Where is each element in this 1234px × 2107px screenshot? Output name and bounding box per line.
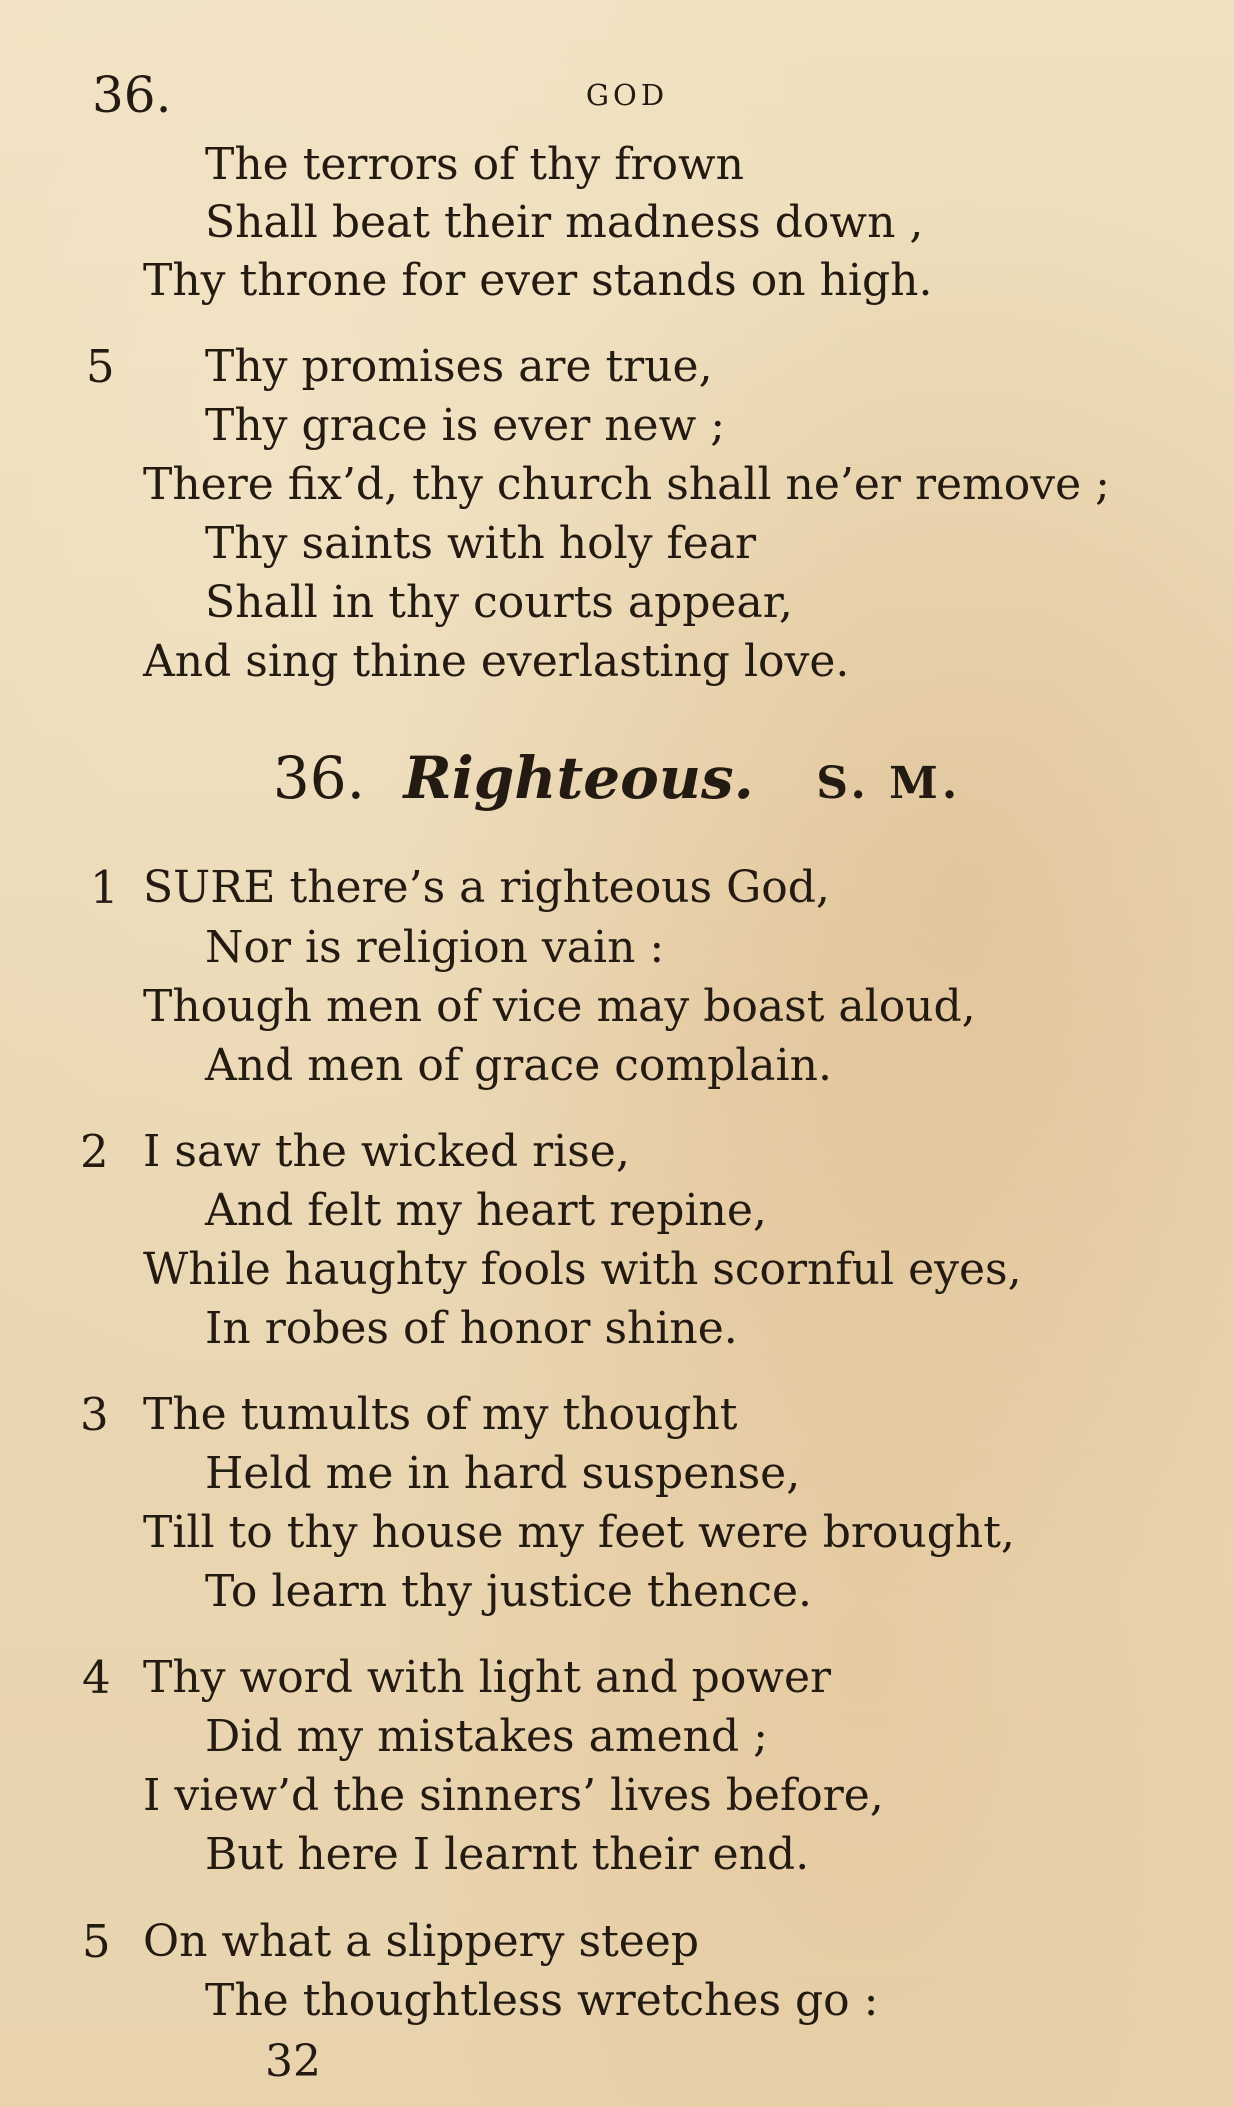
hymn-meter: S. M.	[816, 758, 962, 809]
verse-line: To learn thy justice thence.	[205, 1566, 813, 1617]
verse-line: Held me in hard suspense,	[205, 1448, 801, 1499]
verse-line: Thy saints with holy fear	[205, 518, 757, 569]
verse-line: Did my mistakes amend ;	[205, 1711, 768, 1762]
verse-line: Thy word with light and power	[143, 1652, 832, 1703]
verse-line: Shall in thy courts appear,	[205, 577, 793, 628]
verse-line: The tumults of my thought	[143, 1389, 738, 1440]
verse-number: 5	[86, 340, 115, 393]
verse-line: Thy grace is ever new ;	[205, 400, 726, 451]
verse-line: Till to thy house my feet were brought,	[143, 1507, 1015, 1558]
verse-number: 5	[82, 1915, 111, 1968]
verse-line: I saw the wicked rise,	[143, 1126, 630, 1177]
verse-number: 4	[82, 1651, 111, 1704]
verse-line: SURE there’s a righteous God,	[143, 862, 830, 913]
running-header	[0, 65, 1234, 125]
verse-line: And men of grace complain.	[205, 1040, 832, 1091]
running-title: GOD	[585, 78, 669, 112]
verse-line: The terrors of thy frown	[205, 139, 745, 190]
verse-line: Thy promises are true,	[205, 341, 713, 392]
hymn-heading	[0, 738, 1234, 818]
verse-number: 3	[80, 1388, 109, 1441]
verse-line: Shall beat their madness down ,	[205, 197, 924, 248]
verse-line: But here I learnt their end.	[205, 1829, 810, 1880]
verse-line: And felt my heart repine,	[205, 1185, 767, 1236]
verse-line: Nor is religion vain :	[205, 922, 665, 973]
verse-number: 2	[80, 1125, 109, 1178]
hymn-title: Righteous.	[403, 744, 754, 812]
verse-line: I view’d the sinners’ lives before,	[143, 1770, 884, 1821]
verse-line: Though men of vice may boast aloud,	[143, 981, 976, 1032]
verse-line: Thy throne for ever stands on high.	[143, 255, 933, 306]
verse-line: The thoughtless wretches go :	[205, 1975, 879, 2026]
verse-line: On what a slippery steep	[143, 1916, 699, 1967]
signature-mark: 32	[265, 2036, 321, 2087]
verse-line: While haughty fools with scornful eyes,	[143, 1244, 1022, 1295]
verse-number: 1	[90, 861, 119, 914]
verse-line: There fix’d, thy church shall ne’er remove ;	[143, 459, 1110, 510]
hymn-number: 36.	[272, 744, 366, 812]
verse-line: And sing thine everlasting love.	[143, 636, 850, 687]
verse-line: In robes of honor shine.	[205, 1303, 738, 1354]
page-number: 36.	[92, 66, 172, 124]
